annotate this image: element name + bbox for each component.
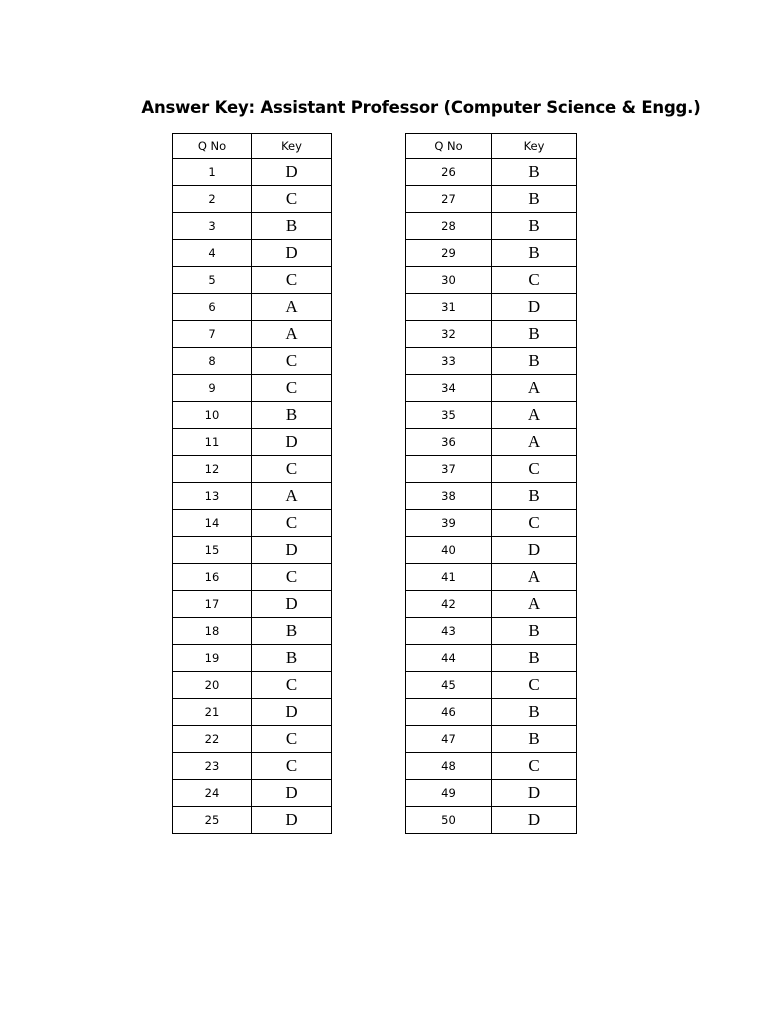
- table-row: [173, 402, 332, 429]
- question-number-cell: 9: [173, 375, 252, 402]
- table-row: [406, 699, 577, 726]
- answer-key-cell: D: [252, 240, 332, 267]
- answer-key-cell: C: [492, 456, 577, 483]
- question-number-cell: 19: [173, 645, 252, 672]
- question-number-cell: 27: [406, 186, 492, 213]
- table-row: [406, 564, 577, 591]
- table-row: [406, 753, 577, 780]
- table-row: [173, 375, 332, 402]
- answer-key-cell: D: [252, 807, 332, 834]
- table-row: [406, 159, 577, 186]
- page-title: Answer Key: Assistant Professor (Computer Science & Engg.): [141, 98, 701, 117]
- question-number-cell: 6: [173, 294, 252, 321]
- question-number-cell: 47: [406, 726, 492, 753]
- answer-key-cell: C: [492, 672, 577, 699]
- table-row: [406, 672, 577, 699]
- question-number-cell: 34: [406, 375, 492, 402]
- table-row: [173, 510, 332, 537]
- answer-key-cell: A: [492, 564, 577, 591]
- table-row: [173, 753, 332, 780]
- table-row: [173, 564, 332, 591]
- table-row: [406, 294, 577, 321]
- answer-key-cell: B: [252, 645, 332, 672]
- question-number-cell: 7: [173, 321, 252, 348]
- question-number-cell: 28: [406, 213, 492, 240]
- answer-key-cell: A: [252, 483, 332, 510]
- question-number-cell: 40: [406, 537, 492, 564]
- question-number-cell: 2: [173, 186, 252, 213]
- table-row: [173, 726, 332, 753]
- answer-key-cell: C: [492, 510, 577, 537]
- question-number-cell: 17: [173, 591, 252, 618]
- table-row: [406, 321, 577, 348]
- table-row: [173, 618, 332, 645]
- answer-key-cell: C: [252, 564, 332, 591]
- table-row: [406, 591, 577, 618]
- table-row: [406, 807, 577, 834]
- question-number-cell: 5: [173, 267, 252, 294]
- table-row: [173, 186, 332, 213]
- table-row: [406, 618, 577, 645]
- question-number-cell: 25: [173, 807, 252, 834]
- table-row: [406, 186, 577, 213]
- question-number-cell: 49: [406, 780, 492, 807]
- table-row: [406, 267, 577, 294]
- answer-key-cell: C: [252, 375, 332, 402]
- answer-key-cell: D: [252, 591, 332, 618]
- table-row: [406, 726, 577, 753]
- question-number-cell: 31: [406, 294, 492, 321]
- question-number-cell: 15: [173, 537, 252, 564]
- question-number-cell: 42: [406, 591, 492, 618]
- question-number-cell: 10: [173, 402, 252, 429]
- question-number-cell: 16: [173, 564, 252, 591]
- question-number-cell: 14: [173, 510, 252, 537]
- question-number-cell: 48: [406, 753, 492, 780]
- question-number-cell: 21: [173, 699, 252, 726]
- question-number-cell: 1: [173, 159, 252, 186]
- question-number-cell: 11: [173, 429, 252, 456]
- question-number-cell: 12: [173, 456, 252, 483]
- answer-key-table-right: [405, 133, 577, 834]
- table-row: [173, 213, 332, 240]
- answer-key-cell: D: [252, 159, 332, 186]
- answer-key-cell: D: [492, 294, 577, 321]
- question-number-cell: 38: [406, 483, 492, 510]
- table-row: [173, 483, 332, 510]
- table-row: [173, 294, 332, 321]
- answer-key-cell: C: [252, 186, 332, 213]
- table-row: [173, 240, 332, 267]
- question-number-cell: 3: [173, 213, 252, 240]
- answer-key-cell: B: [252, 402, 332, 429]
- table-row: [406, 780, 577, 807]
- table-row: [173, 645, 332, 672]
- question-number-cell: 22: [173, 726, 252, 753]
- answer-key-cell: C: [252, 672, 332, 699]
- answer-key-cell: C: [252, 348, 332, 375]
- answer-key-cell: B: [492, 240, 577, 267]
- table-header-row: [173, 134, 332, 159]
- answer-key-cell: C: [252, 267, 332, 294]
- answer-key-cell: B: [492, 618, 577, 645]
- table-row: [173, 807, 332, 834]
- answer-key-cell: B: [252, 213, 332, 240]
- table-row: [406, 456, 577, 483]
- question-number-cell: 33: [406, 348, 492, 375]
- column-header-key: Key: [252, 134, 332, 159]
- answer-key-cell: A: [492, 402, 577, 429]
- question-number-cell: 39: [406, 510, 492, 537]
- answer-key-cell: D: [252, 780, 332, 807]
- table-body-right: [406, 159, 577, 834]
- question-number-cell: 18: [173, 618, 252, 645]
- table-row: [406, 537, 577, 564]
- answer-key-table-left: [172, 133, 332, 834]
- answer-key-cell: A: [252, 321, 332, 348]
- column-header-qno: Q No: [173, 134, 252, 159]
- answer-key-cell: B: [492, 321, 577, 348]
- answer-key-cell: B: [492, 159, 577, 186]
- answer-key-cell: D: [252, 429, 332, 456]
- answer-key-cell: A: [492, 591, 577, 618]
- answer-key-cell: B: [492, 726, 577, 753]
- answer-key-cell: C: [492, 753, 577, 780]
- question-number-cell: 46: [406, 699, 492, 726]
- table-row: [173, 672, 332, 699]
- answer-key-cell: A: [492, 429, 577, 456]
- answer-key-cell: B: [492, 213, 577, 240]
- table-row: [173, 591, 332, 618]
- table-row: [173, 348, 332, 375]
- table-row: [173, 780, 332, 807]
- table-row: [173, 537, 332, 564]
- table-row: [406, 429, 577, 456]
- question-number-cell: 24: [173, 780, 252, 807]
- answer-key-cell: A: [252, 294, 332, 321]
- question-number-cell: 44: [406, 645, 492, 672]
- answer-key-cell: A: [492, 375, 577, 402]
- table-row: [406, 510, 577, 537]
- answer-key-cell: B: [492, 699, 577, 726]
- question-number-cell: 36: [406, 429, 492, 456]
- question-number-cell: 26: [406, 159, 492, 186]
- column-header-qno: Q No: [406, 134, 492, 159]
- question-number-cell: 45: [406, 672, 492, 699]
- answer-key-cell: D: [492, 807, 577, 834]
- answer-key-cell: B: [492, 186, 577, 213]
- answer-key-cell: D: [252, 537, 332, 564]
- answer-key-cell: B: [492, 483, 577, 510]
- question-number-cell: 35: [406, 402, 492, 429]
- question-number-cell: 23: [173, 753, 252, 780]
- table-row: [406, 348, 577, 375]
- question-number-cell: 30: [406, 267, 492, 294]
- table-row: [406, 483, 577, 510]
- table-row: [406, 402, 577, 429]
- table-row: [173, 429, 332, 456]
- table-row: [173, 159, 332, 186]
- table-row: [406, 213, 577, 240]
- answer-key-cell: C: [252, 510, 332, 537]
- question-number-cell: 50: [406, 807, 492, 834]
- table-row: [173, 456, 332, 483]
- answer-key-cell: C: [252, 726, 332, 753]
- question-number-cell: 43: [406, 618, 492, 645]
- answer-key-cell: C: [252, 456, 332, 483]
- table-row: [173, 267, 332, 294]
- question-number-cell: 20: [173, 672, 252, 699]
- question-number-cell: 8: [173, 348, 252, 375]
- table-row: [406, 240, 577, 267]
- table-body-left: [173, 159, 332, 834]
- table-header-row: [406, 134, 577, 159]
- question-number-cell: 41: [406, 564, 492, 591]
- answer-key-cell: C: [492, 267, 577, 294]
- question-number-cell: 13: [173, 483, 252, 510]
- table-row: [406, 375, 577, 402]
- answer-key-cell: B: [252, 618, 332, 645]
- column-header-key: Key: [492, 134, 577, 159]
- question-number-cell: 4: [173, 240, 252, 267]
- table-row: [173, 699, 332, 726]
- answer-key-cell: B: [492, 645, 577, 672]
- question-number-cell: 37: [406, 456, 492, 483]
- answer-key-cell: B: [492, 348, 577, 375]
- answer-key-cell: C: [252, 753, 332, 780]
- answer-key-cell: D: [252, 699, 332, 726]
- question-number-cell: 32: [406, 321, 492, 348]
- answer-key-cell: D: [492, 780, 577, 807]
- answer-key-cell: D: [492, 537, 577, 564]
- table-row: [173, 321, 332, 348]
- table-row: [406, 645, 577, 672]
- question-number-cell: 29: [406, 240, 492, 267]
